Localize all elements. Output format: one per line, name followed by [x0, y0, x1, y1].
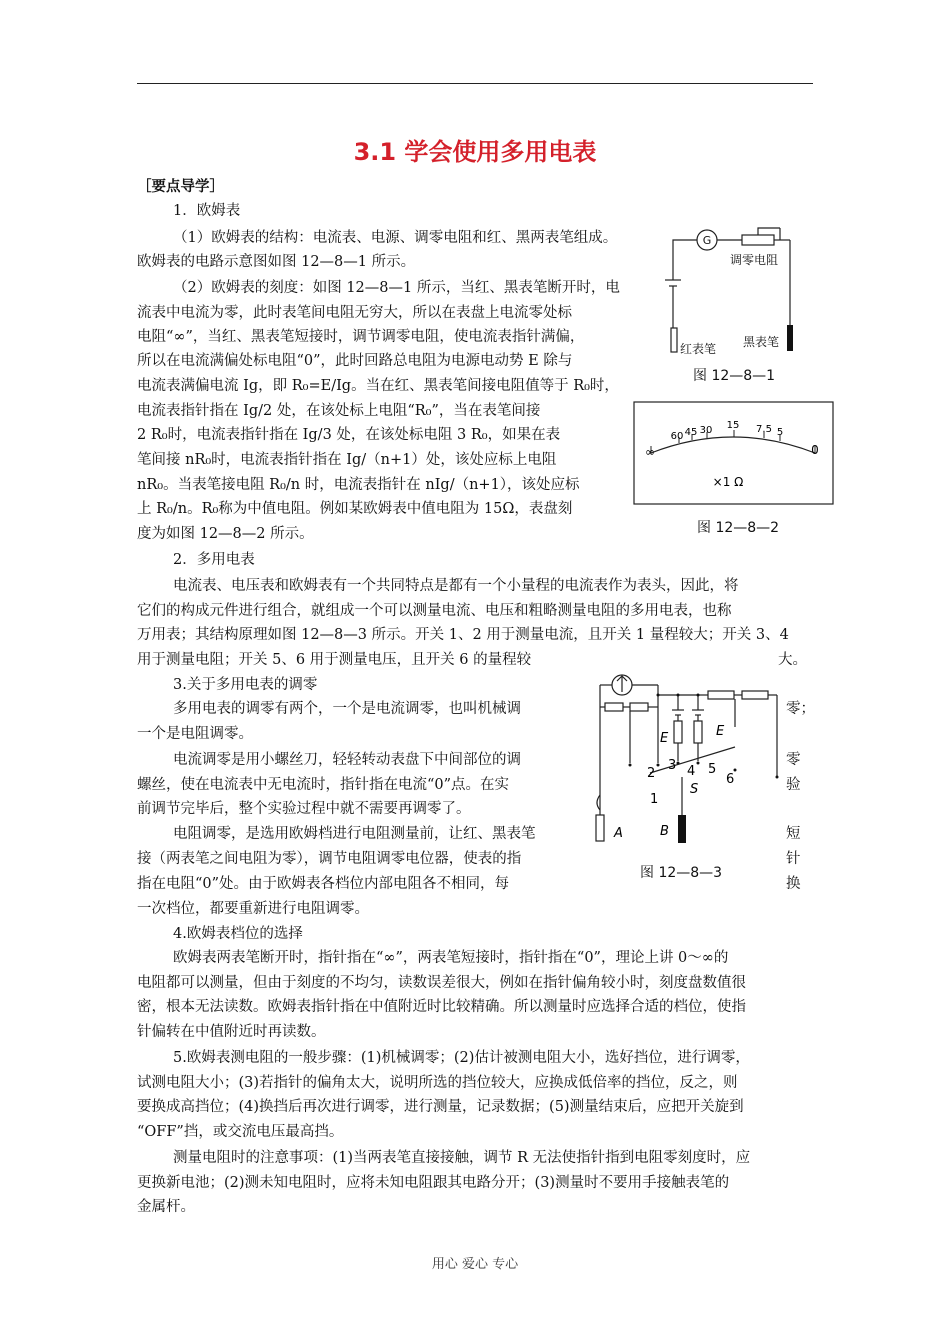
p5-line: 电流调零是用小螺丝刀，轻轻转动表盘下中间部位的调	[173, 752, 521, 768]
figure-multimeter-circuit	[590, 665, 785, 860]
p2-line: 上 R₀/n。R₀称为中值电阻。例如某欧姆表中值电阻为 15Ω，表盘刻	[137, 501, 573, 517]
switch-number: 6	[726, 772, 735, 787]
selector-label: S	[690, 782, 699, 797]
p2-line: 度为如图 12—8—2 所示。	[137, 526, 314, 542]
p7-line: 针偏转在中值附近时再读数。	[137, 1024, 326, 1040]
p6-line: 接（两表笔之间电阻为零），调节电阻调零电位器，使表的指	[137, 851, 522, 867]
figure-2-caption: 图 12—8—2	[697, 520, 780, 536]
p2-line: （2）欧姆表的刻度：如图 12—8—1 所示，当红、黑表笔断开时，电	[173, 280, 620, 296]
scale-label: ∞	[645, 445, 655, 459]
scale-label: 15	[726, 420, 740, 431]
scale-unit: ×1 Ω	[712, 475, 744, 489]
scale-label: 5	[776, 427, 784, 438]
p3-line: 它们的构成元件进行组合，就组成一个可以测量电流、电压和粗略测量电阻的多用电表，也称	[137, 603, 732, 619]
p9-line: 金属杆。	[137, 1199, 195, 1215]
p3-line: 电流表、电压表和欧姆表有一个共同特点是都有一个小量程的电流表作为表头，因此，将	[173, 578, 739, 594]
margin-char: 零	[786, 752, 801, 768]
page-title: 3.1 学会使用多用电表	[353, 138, 597, 166]
probe-b-label: B	[660, 824, 669, 839]
figure-1-caption: 图 12—8—1	[693, 368, 776, 384]
p7-line: 密，根本无法读数。欧姆表指针指在中值附近时比较精确。所以测量时应选择合适的档位，使指	[137, 999, 746, 1015]
p2-line: 所以在电流满偏处标电阻“0”，此时回路总电阻为电源电动势 E 除与	[137, 353, 573, 369]
p8-line: “OFF”挡，或交流电压最高挡。	[137, 1124, 344, 1140]
p8-line: 5.欧姆表测电阻的一般步骤：(1)机械调零；(2)估计被测电阻大小，选好挡位，进行调零，	[173, 1050, 750, 1066]
margin-char: 针	[786, 851, 801, 867]
p6-line: 指在电阻“0”处。由于欧姆表各档位内部电阻各不相同，每	[137, 876, 510, 892]
p2-line: 电流表满偏电流 Ig，即 R₀=E/Ig。当在红、黑表笔间接电阻值等于 R₀时，	[137, 378, 619, 394]
page-footer: 用心 爱心 专心	[431, 1257, 519, 1272]
p7-line: 电阻都可以测量，但由于刻度的不均匀，读数误差很大，例如在指针偏角较小时，刻度盘数值很	[137, 975, 746, 991]
scale-label: 45	[684, 427, 698, 438]
scale-label: 30	[699, 425, 713, 436]
margin-char: 短	[786, 826, 801, 842]
section-heading: ［要点导学］	[137, 178, 224, 195]
margin-char: 换	[786, 876, 801, 892]
p5-line: 前调节完毕后，整个实验过程中就不需要再调零了。	[137, 801, 471, 817]
p2-line: 电阻“∞”，当红、黑表笔短接时，调节调零电阻，使电流表指针满偏，	[137, 329, 585, 345]
switch-number: 4	[687, 764, 696, 779]
p2-line: 流表中电流为零，此时表笔间电阻无穷大，所以在表盘上电流零处标	[137, 305, 572, 321]
p3-line: 万用表；其结构原理如图 12—8—3 所示。开关 1、2 用于测量电流，且开关 1 量程较大；开关 3、4	[137, 627, 789, 643]
switch-number: 1	[650, 792, 659, 807]
p2-line: 电流表指针指在 Ig/2 处，在该处标上电阻“R₀”，当在表笔间接	[137, 403, 541, 419]
scale-label: 0	[811, 443, 819, 457]
battery-label: E	[716, 724, 725, 739]
switch-number: 2	[647, 766, 656, 781]
p4-line: 多用电表的调零有两个，一个是电流调零，也叫机械调	[173, 701, 521, 717]
p4-line: 一个是电阻调零。	[137, 726, 253, 742]
red-probe-label: 红表笔	[680, 342, 717, 356]
margin-char: 零；	[786, 701, 815, 717]
heading-multimeter: 2．多用电表	[173, 552, 255, 568]
battery-label: E	[660, 731, 669, 746]
p3-line-end: 大。	[778, 652, 807, 668]
margin-char: 验	[786, 777, 801, 793]
p6-line: 一次档位，都要重新进行电阻调零。	[137, 901, 369, 917]
p2-line: 笔间接 nR₀时，电流表指针指在 Ig/（n+1）处，该处应标上电阻	[137, 452, 557, 468]
p9-line: 更换新电池；(2)测未知电阻时，应将未知电阻跟其电路分开；(3)测量时不要用手接触表笔的	[137, 1175, 730, 1191]
p8-line: 要换成高挡位；(4)换挡后再次进行调零，进行测量，记录数据；(5)测量结束后，应把开关旋到	[137, 1099, 744, 1115]
heading-range-selection: 4.欧姆表档位的选择	[173, 926, 303, 942]
p1-line: 欧姆表的电路示意图如图 12—8—1 所示。	[137, 254, 416, 270]
scale-label: 60	[670, 431, 684, 442]
figure-ohm-scale	[633, 401, 834, 505]
heading-zeroing: 3.关于多用电表的调零	[173, 677, 318, 693]
switch-number: 3	[668, 758, 677, 773]
probe-a-label: A	[614, 826, 623, 841]
p6-line: 电阻调零，是选用欧姆档进行电阻测量前，让红、黑表笔	[173, 826, 536, 842]
scale-label: 7.5	[756, 424, 772, 435]
p8-line: 试测电阻大小；(3)若指针的偏角太大，说明所选的挡位较大，应换成低倍率的挡位，反之，则	[137, 1075, 738, 1091]
p2-line: 2 R₀时，电流表指针指在 Ig/3 处，在该处标电阻 3 R₀，如果在表	[137, 427, 561, 443]
header-rule	[137, 83, 813, 84]
p3-line: 用于测量电阻；开关 5、6 用于测量电压，且开关 6 的量程较	[137, 652, 532, 668]
p1-line: （1）欧姆表的结构：电流表、电源、调零电阻和红、黑两表笔组成。	[173, 230, 618, 246]
galvanometer-label: G	[702, 234, 712, 247]
zero-resistor-label: 调零电阻	[730, 253, 779, 267]
figure-ohmmeter-circuit	[660, 220, 810, 360]
p5-line: 螺丝，使在电流表中无电流时，指针指在电流“0”点。在实	[137, 777, 510, 793]
p9-line: 测量电阻时的注意事项：(1)当两表笔直接接触，调节 R 无法使指针指到电阻零刻度时，应	[173, 1150, 751, 1166]
heading-ohmmeter: 1．欧姆表	[173, 203, 241, 219]
switch-number: 5	[708, 762, 717, 777]
p7-line: 欧姆表两表笔断开时，指针指在“∞”，两表笔短接时，指针指在“0”，理论上讲 0～∞的	[173, 950, 729, 966]
black-probe-label: 黑表笔	[743, 335, 780, 349]
figure-3-caption: 图 12—8—3	[640, 865, 723, 881]
p2-line: nR₀。当表笔接电阻 R₀/n 时，电流表指针在 nIg/（n+1），该处应标	[137, 477, 580, 493]
